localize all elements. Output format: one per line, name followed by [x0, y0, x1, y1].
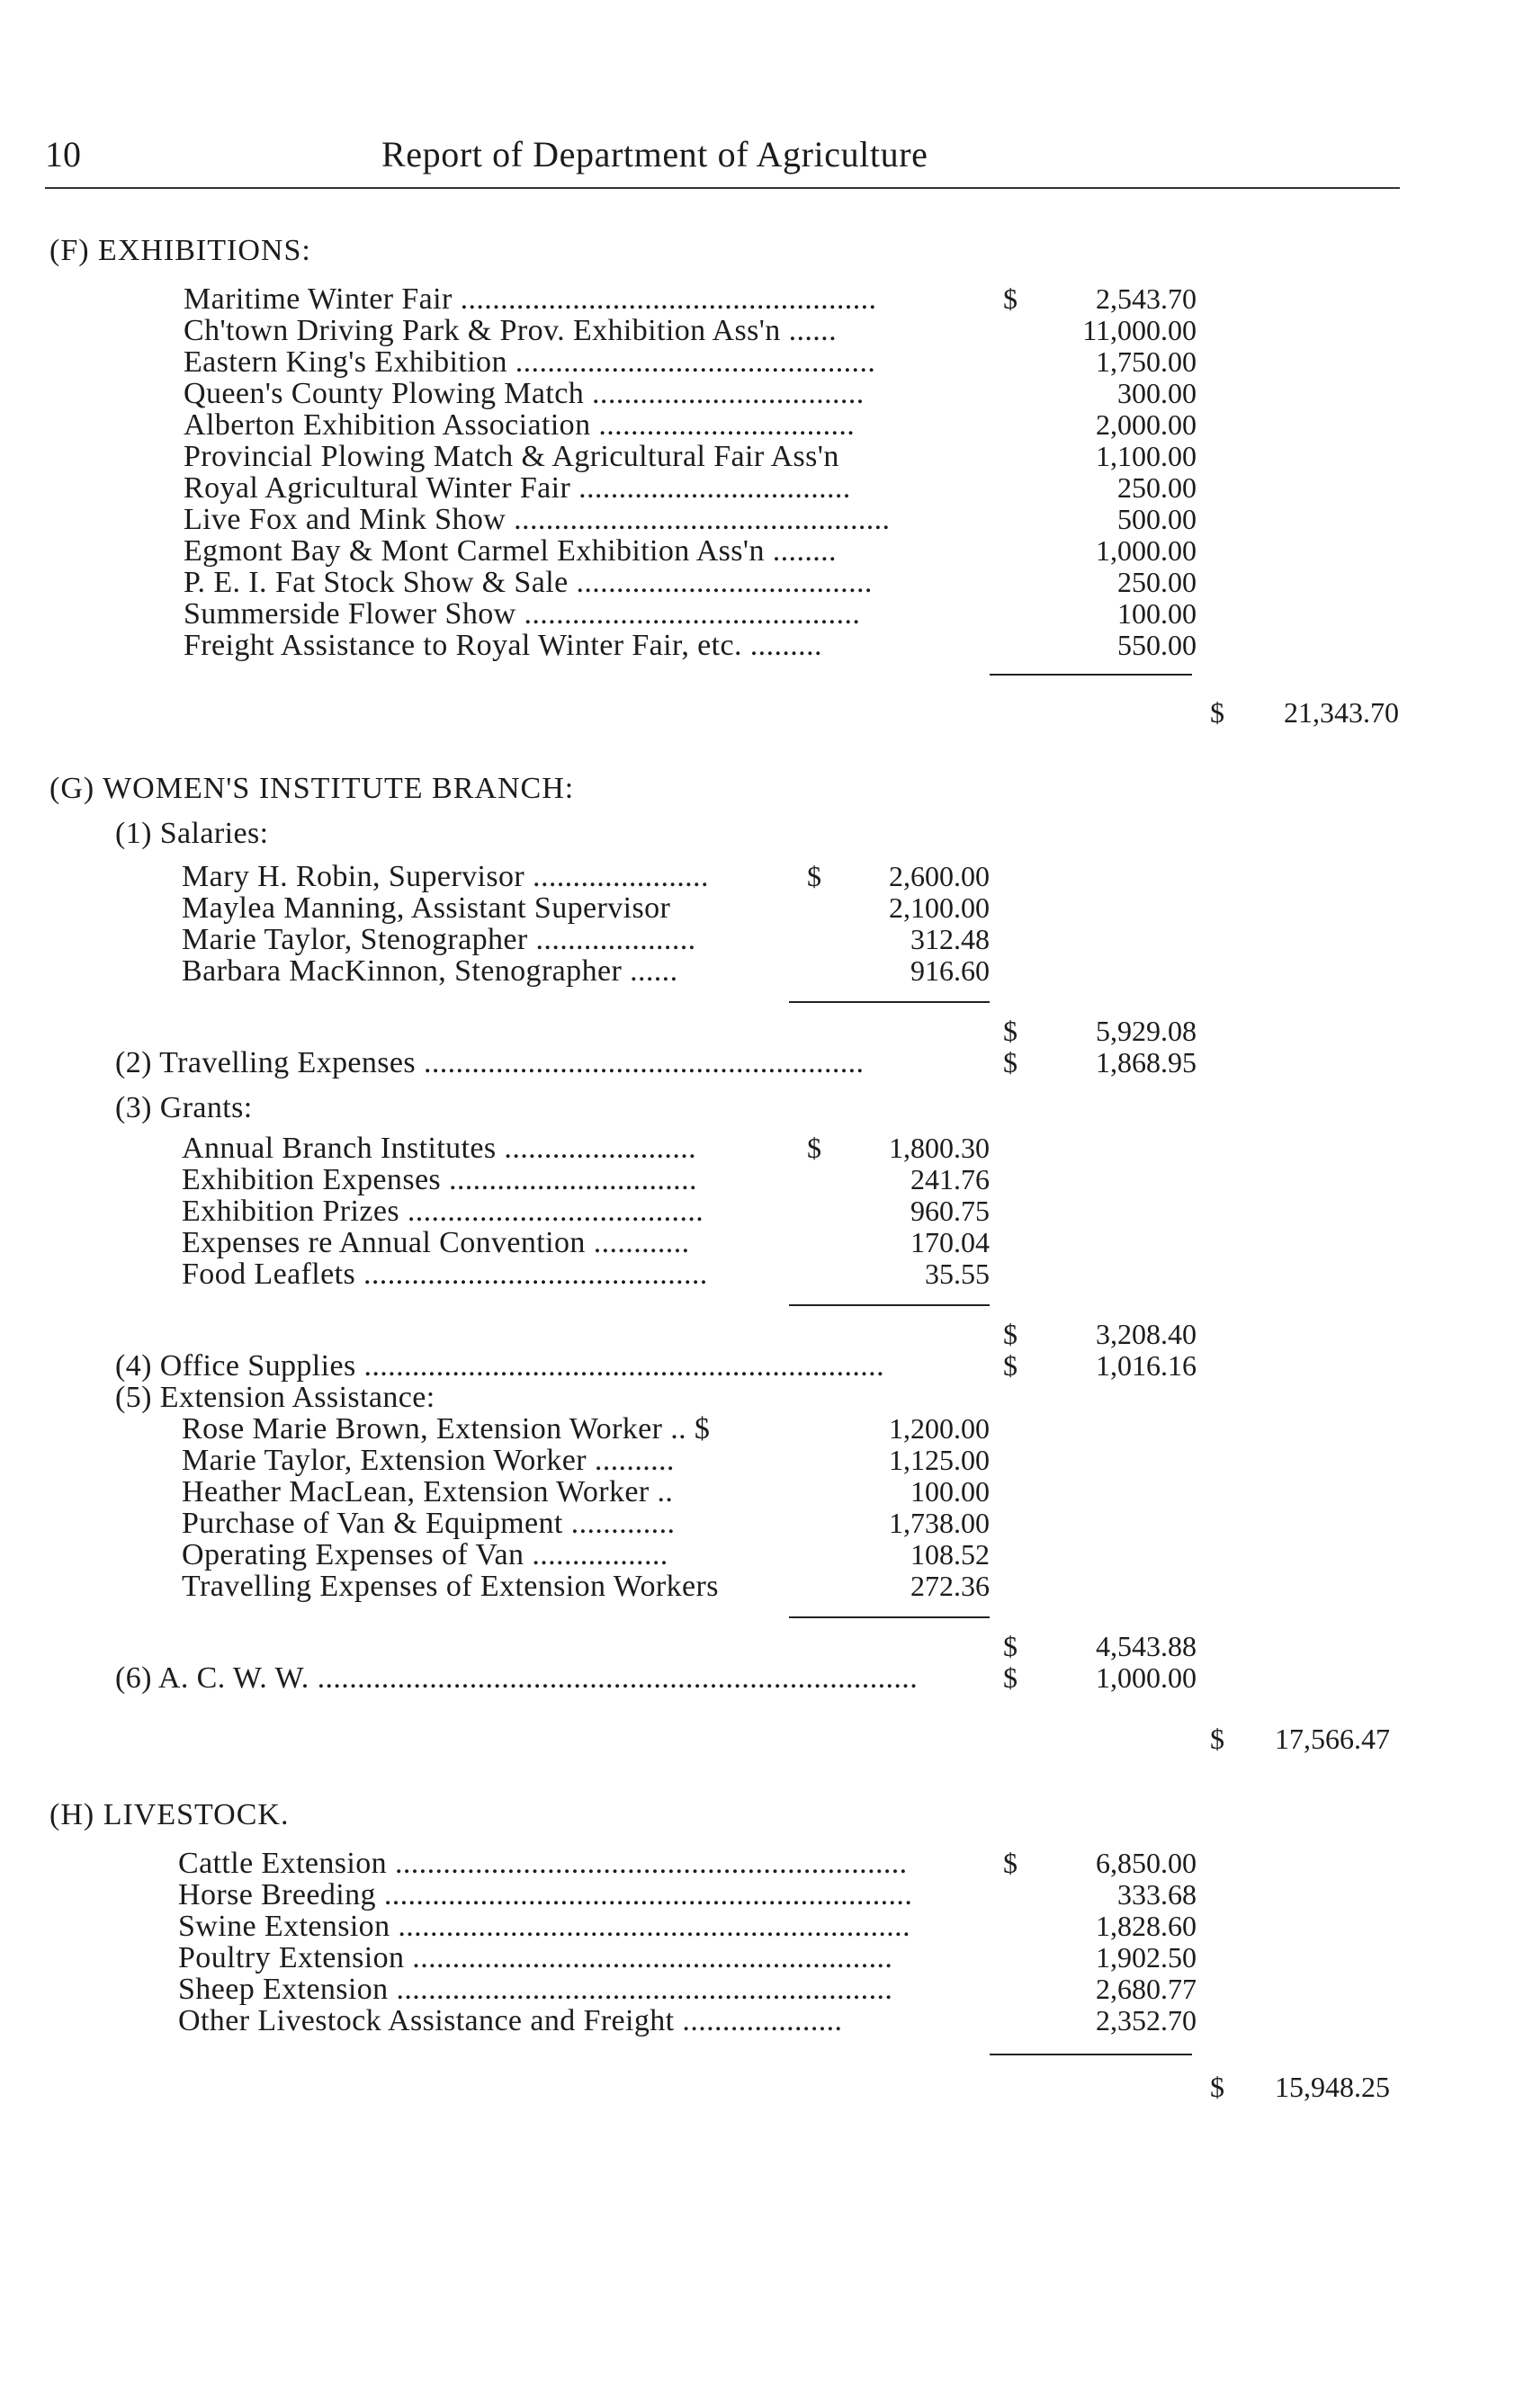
grants-subtotal-rule — [789, 1304, 990, 1306]
livestock-item-label: Sheep Extension .............................................................. — [178, 1974, 893, 2005]
livestock-item-label: Other Livestock Assistance and Freight .................... — [178, 2006, 843, 2037]
livestock-item-dollar: $ — [1003, 1847, 1017, 1879]
salary-item-amount: 312.48 — [910, 923, 990, 955]
livestock-item-amount: 333.68 — [1117, 1878, 1197, 1911]
section-g-total: 17,566.47 — [1275, 1723, 1390, 1755]
extension-item-amount: 272.36 — [910, 1570, 990, 1602]
section-f-item-amount: 300.00 — [1117, 377, 1197, 409]
grant-item-label: Exhibition Prizes ..................................... — [182, 1196, 704, 1227]
livestock-item-amount: 6,850.00 — [1096, 1847, 1197, 1879]
grant-item-amount: 170.04 — [910, 1226, 990, 1258]
extension-item-amount: 1,125.00 — [889, 1444, 990, 1476]
section-h-total-dollar: $ — [1210, 2071, 1224, 2103]
salary-item-amount: 916.60 — [910, 954, 990, 987]
salaries-subtotal: 5,929.08 — [1096, 1015, 1197, 1047]
section-g-heading: (G) WOMEN'S INSTITUTE BRANCH: — [49, 772, 575, 805]
salary-item-amount: 2,600.00 — [889, 860, 990, 892]
salaries-subtotal-dollar: $ — [1003, 1015, 1017, 1047]
section-g-sub3-label: (3) Grants: — [115, 1091, 253, 1124]
section-f-total-dollar: $ — [1210, 696, 1224, 729]
acww-dollar: $ — [1003, 1661, 1017, 1694]
section-f-item-amount: 1,750.00 — [1096, 345, 1197, 378]
section-f-total-rule — [990, 674, 1192, 676]
grant-item-amount: 35.55 — [925, 1258, 990, 1290]
extension-item-amount: 100.00 — [910, 1475, 990, 1508]
section-g-sub1-label: (1) Salaries: — [115, 817, 269, 850]
section-f-item-amount: 2,000.00 — [1096, 408, 1197, 441]
salary-item-label: Mary H. Robin, Supervisor ...................... — [182, 862, 709, 892]
section-f-total: 21,343.70 — [1284, 696, 1399, 729]
section-h-total-rule — [990, 2054, 1192, 2055]
grant-item-amount: 1,800.30 — [889, 1132, 990, 1164]
office-supplies-label: (4) Office Supplies ................................................................. — [115, 1351, 884, 1382]
section-f-item-amount: 250.00 — [1117, 471, 1197, 504]
section-f-item-label: Queen's County Plowing Match .................................. — [184, 379, 865, 409]
extension-item-label: Rose Marie Brown, Extension Worker .. $ — [182, 1414, 711, 1445]
page-title: Report of Department of Agriculture — [381, 134, 928, 175]
livestock-item-amount: 2,680.77 — [1096, 1973, 1197, 2005]
section-f-item-label: Ch'town Driving Park & Prov. Exhibition Ass'n ...... — [184, 316, 837, 346]
acww-amount: 1,000.00 — [1096, 1661, 1197, 1694]
livestock-item-amount: 2,352.70 — [1096, 2004, 1197, 2037]
grant-item-amount: 960.75 — [910, 1195, 990, 1227]
grants-subtotal: 3,208.40 — [1096, 1318, 1197, 1350]
section-h-heading: (H) LIVESTOCK. — [49, 1798, 290, 1831]
extension-item-amount: 1,200.00 — [889, 1412, 990, 1445]
extension-item-label: Purchase of Van & Equipment ............. — [182, 1508, 676, 1539]
header-rule — [45, 187, 1400, 189]
section-f-item-label: Provincial Plowing Match & Agricultural Fair Ass'n — [184, 442, 839, 472]
salary-item-label: Barbara MacKinnon, Stenographer ...... — [182, 956, 678, 987]
livestock-item-label: Horse Breeding .................................................................. — [178, 1880, 913, 1911]
grants-subtotal-dollar: $ — [1003, 1318, 1017, 1350]
section-f-item-amount: 1,000.00 — [1096, 534, 1197, 567]
section-f-item-amount: 100.00 — [1117, 597, 1197, 630]
acww-label: (6) A. C. W. W. ........................................................................... — [115, 1663, 919, 1694]
section-f-item-amount: 2,543.70 — [1096, 282, 1197, 315]
office-supplies-amount: 1,016.16 — [1096, 1349, 1197, 1382]
livestock-item-label: Cattle Extension ................................................................ — [178, 1849, 908, 1879]
extension-item-label: Heather MacLean, Extension Worker .. — [182, 1477, 674, 1508]
section-f-item-label: Maritime Winter Fair .................................................... — [184, 284, 877, 315]
livestock-item-amount: 1,902.50 — [1096, 1941, 1197, 1974]
grant-item-label: Expenses re Annual Convention ............ — [182, 1228, 690, 1258]
extension-subtotal: 4,543.88 — [1096, 1630, 1197, 1662]
section-f-item-amount: 550.00 — [1117, 629, 1197, 661]
office-supplies-dollar: $ — [1003, 1349, 1017, 1382]
section-g-total-dollar: $ — [1210, 1723, 1224, 1755]
section-f-item-label: Royal Agricultural Winter Fair .................................. — [184, 473, 851, 504]
section-f-item-amount: 250.00 — [1117, 566, 1197, 598]
livestock-item-amount: 1,828.60 — [1096, 1910, 1197, 1942]
livestock-item-label: Poultry Extension ............................................................ — [178, 1943, 893, 1974]
extension-subtotal-dollar: $ — [1003, 1630, 1017, 1662]
extension-subtotal-rule — [789, 1616, 990, 1618]
extension-item-amount: 108.52 — [910, 1538, 990, 1571]
travelling-expenses-dollar: $ — [1003, 1046, 1017, 1079]
section-f-item-label: Alberton Exhibition Association ................................ — [184, 410, 856, 441]
grant-item-label: Exhibition Expenses ............................... — [182, 1165, 697, 1195]
salary-item-amount: 2,100.00 — [889, 891, 990, 924]
section-f-item-label: Egmont Bay & Mont Carmel Exhibition Ass'n ........ — [184, 536, 837, 567]
travelling-expenses-amount: 1,868.95 — [1096, 1046, 1197, 1079]
section-f-item-amount: 500.00 — [1117, 503, 1197, 535]
extension-item-label: Travelling Expenses of Extension Workers — [182, 1571, 719, 1602]
section-f-heading: (F) EXHIBITIONS: — [49, 234, 311, 267]
salary-item-dollar: $ — [807, 860, 821, 892]
grant-item-label: Annual Branch Institutes ........................ — [182, 1133, 697, 1164]
section-f-item-label: Freight Assistance to Royal Winter Fair, etc. ......... — [184, 631, 822, 661]
page-number: 10 — [45, 134, 81, 175]
section-f-item-amount: 11,000.00 — [1082, 314, 1197, 346]
grant-item-amount: 241.76 — [910, 1163, 990, 1195]
section-f-item-dollar: $ — [1003, 282, 1017, 315]
section-f-item-label: Live Fox and Mink Show ............................................... — [184, 505, 891, 535]
livestock-item-label: Swine Extension ................................................................ — [178, 1911, 910, 1942]
grant-item-dollar: $ — [807, 1132, 821, 1164]
salary-item-label: Maylea Manning, Assistant Supervisor — [182, 893, 671, 924]
extension-item-label: Operating Expenses of Van ................. — [182, 1540, 668, 1571]
section-f-item-label: P. E. I. Fat Stock Show & Sale ..................................... — [184, 568, 873, 598]
section-f-item-label: Summerside Flower Show .......................................... — [184, 599, 861, 630]
section-g-sub5-label: (5) Extension Assistance: — [115, 1381, 435, 1414]
salaries-subtotal-rule — [789, 1001, 990, 1003]
extension-item-amount: 1,738.00 — [889, 1507, 990, 1539]
extension-item-label: Marie Taylor, Extension Worker .......... — [182, 1446, 675, 1476]
grant-item-label: Food Leaflets ........................................... — [182, 1259, 708, 1290]
section-f-item-amount: 1,100.00 — [1096, 440, 1197, 472]
salary-item-label: Marie Taylor, Stenographer .................... — [182, 925, 696, 955]
section-h-total: 15,948.25 — [1275, 2071, 1390, 2103]
section-f-item-label: Eastern King's Exhibition ............................................. — [184, 347, 876, 378]
travelling-expenses-label: (2) Travelling Expenses ....................................................... — [115, 1048, 865, 1079]
